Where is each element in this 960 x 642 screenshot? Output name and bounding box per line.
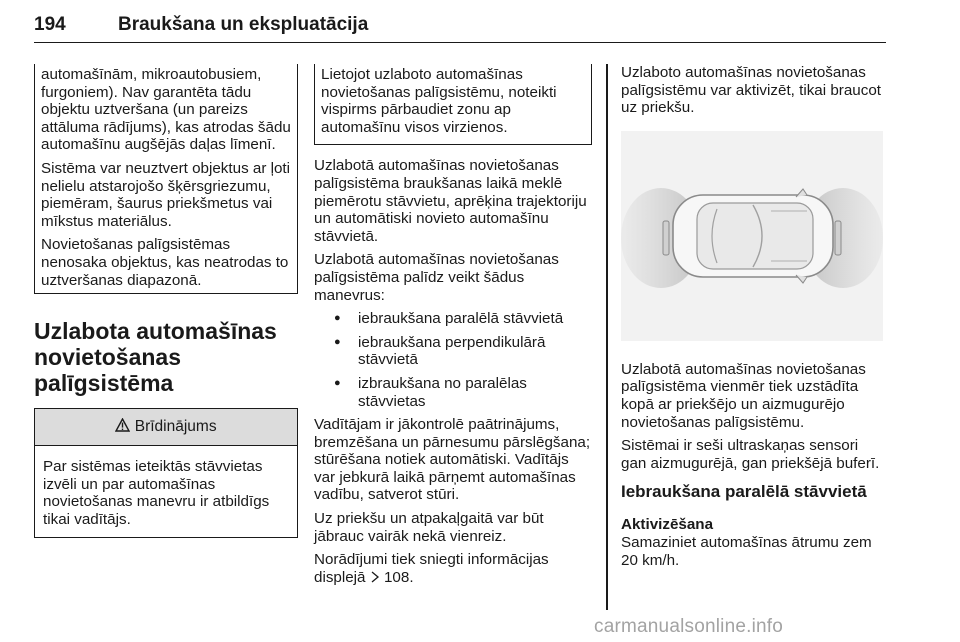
- paragraph: Uzlabotā automašīnas novietošanas palīgsistēma braukšanas laikā meklē piemērotu stāvvietu, aprēķina trajektoriju un automātiski novieto automašīnu stāvvietā.: [314, 157, 587, 245]
- paragraph: Uzlabotā automašīnas novietošanas palīgsistēma palīdz veikt šādus manevrus:: [314, 251, 559, 304]
- paragraph: Uzlaboto automašīnas novietošanas palīgsistēmu var aktivizēt, tikai braucot uz priekšu.: [621, 64, 881, 117]
- warning-text: Par sistēmas ieteiktās stāvvietas izvēli un par automašīnas novietošanas manevru ir atbildīgs tikai vadītājs.: [43, 458, 270, 528]
- page-header: [34, 10, 886, 43]
- subsection-subtitle: Aktivizēšana: [621, 516, 714, 534]
- paragraph: Vadītājam ir jākontrolē paātrinājums, bremzēšana un pārnesumu pārslēgšana; stūrēšana notiek automātiski. Vadītājs var jebkurā laikā pārņemt automašīnas vadību, satverot stūri.: [314, 416, 591, 504]
- list-item: ● iebraukšana paralēlā stāvvietā: [314, 310, 592, 328]
- note-box-continued: [34, 64, 298, 294]
- column-3: [621, 64, 887, 575]
- list-item: ● izbraukšana no paralēlas stāvvietas: [314, 375, 592, 410]
- car-top-view-sensor-zones-icon: [621, 131, 883, 341]
- reference-text: Norādījumi tiek sniegti informācijas displejā: [314, 551, 549, 586]
- subsection-title: Iebraukšana paralēlā stāvvietā: [621, 482, 867, 502]
- paragraph: Uz priekšu un atpakaļgaitā var būt jābrauc vairāk nekā vienreiz.: [314, 510, 544, 545]
- warning-body: [35, 446, 297, 536]
- manoeuvre-list: [314, 310, 592, 410]
- page-reference-arrow-icon: [370, 571, 380, 583]
- info-box-text: Lietojot uzlaboto automašīnas novietošanas palīgsistēmu, noteikti vispirms pārbaudiet zonu ap automašīnu visos virzienos.: [321, 66, 557, 136]
- reference-page: 108.: [383, 568, 414, 586]
- list-item: ● iebraukšana perpendikulārā stāvvietā: [314, 334, 592, 369]
- warning-box: [34, 408, 298, 537]
- note-paragraph: Novietošanas palīgsistēmas nenosaka objektus, kas neatrodas to uztveršanas diapazonā.: [41, 236, 289, 289]
- paragraph: Sistēmai ir seši ultraskaņas sensori gan aizmugurējā, gan priekšējā buferī.: [621, 437, 880, 472]
- note-paragraph: Sistēma var neuztvert objektus ar ļoti nelielu atstarojošo šķērsgriezumu, piemēram, šaurus priekšmetus vai mīkstus materiālus.: [41, 159, 291, 230]
- watermark: carmanualsonline.info: [594, 616, 784, 637]
- section-title: Uzlabota automašīnas novietošanas palīgsistēma: [34, 318, 277, 397]
- chapter-title: Braukšana un ekspluatācija: [118, 14, 369, 35]
- column-2: [314, 64, 592, 592]
- paragraph: Uzlabotā automašīnas novietošanas palīgsistēma vienmēr tiek uzstādīta kopā ar priekšējo un aizmugurējo novietošanas palīgsistēmu.: [621, 360, 866, 431]
- paragraph: Samaziniet automašīnas ātrumu zem 20 km/h.: [621, 533, 872, 569]
- note-paragraph: automašīnām, mikroautobusiem, furgoniem). Nav garantēta tādu objektu uztveršana (un pareizs attāluma rādījums), kas atrodas šādu automašīnu augšējās daļas līmenī.: [41, 66, 291, 154]
- warning-triangle-icon: [115, 418, 130, 432]
- column-divider: [606, 64, 608, 610]
- column-1: [34, 64, 298, 538]
- warning-label: Brīdinājums: [134, 418, 217, 436]
- warning-header: [35, 409, 297, 446]
- car-sensor-figure: [621, 131, 883, 341]
- paragraph-with-reference: [314, 551, 592, 586]
- info-box: [314, 64, 592, 145]
- page-number: 194: [34, 14, 66, 35]
